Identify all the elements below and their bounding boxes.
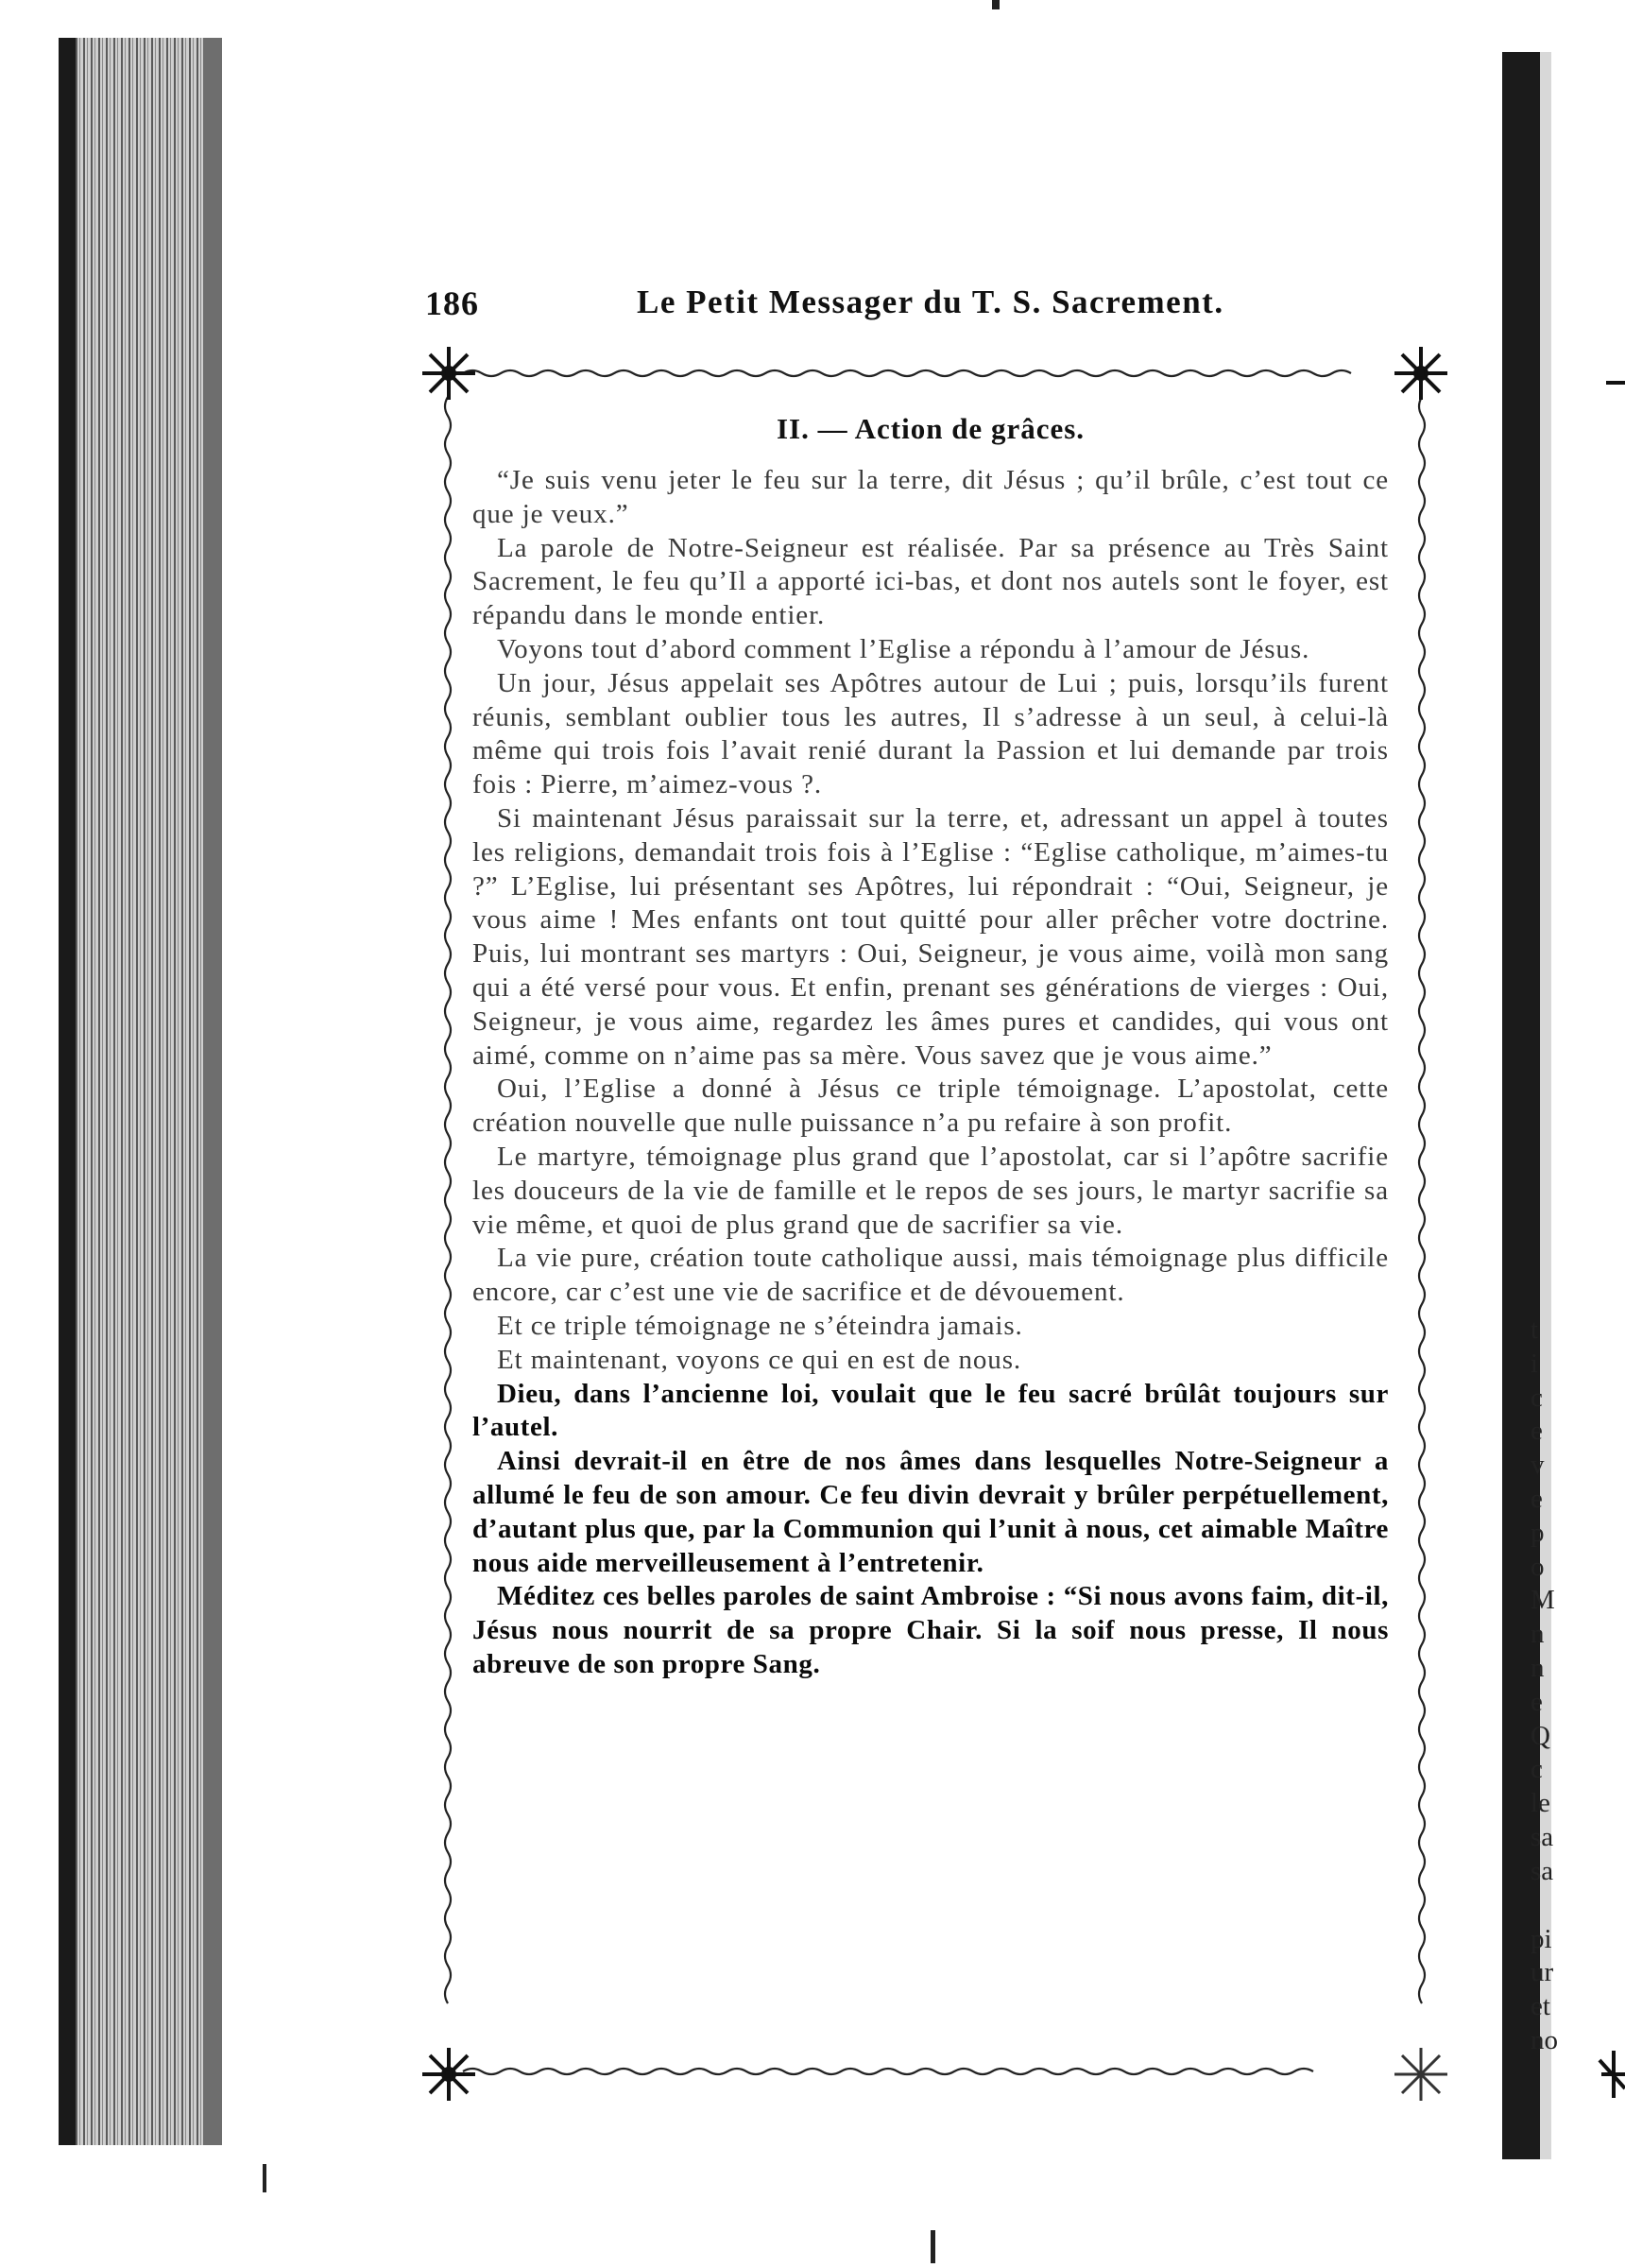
section-heading: II. — Action de grâces. [776, 412, 1086, 445]
fragment-line: t [1531, 1314, 1539, 1345]
fragment-line: c [1531, 1754, 1543, 1785]
fragment-line: c [1531, 1382, 1543, 1413]
corner-ornament-bottom-right [1394, 2048, 1447, 2101]
paragraph: Et maintenant, voyons ce qui en est de nous. [497, 1344, 1022, 1375]
fragment-line: p [1531, 1517, 1545, 1548]
page-header [425, 284, 1257, 331]
corner-ornament-top-right [1394, 347, 1447, 400]
fragment-line: et [1531, 1991, 1550, 2022]
fragment-line: le [1531, 1788, 1550, 1819]
paragraph: Le martyre, témoignage plus grand que l’apostolat, car si l’apôtre sacrifie les douceurs de la vie de famille et le repos de ses jours, le martyr sacrifie sa vie même, et quoi de plus grand que de sacrifier sa vie. [472, 1141, 1389, 1240]
fragment-line: e [1531, 1483, 1543, 1514]
right-page-text-fragments [1531, 1314, 1625, 2058]
fragment-line: no [1531, 2024, 1558, 2055]
fragment-line: pi [1531, 1923, 1552, 1954]
corner-ornament-bottom-left [422, 2048, 475, 2101]
corner-ornament-top-left [422, 347, 475, 400]
running-title: Le Petit Messager du T. S. Sacrement. [637, 284, 1224, 320]
paragraph: Ainsi devrait-il en être de nos âmes dans lesquelles Notre-Seigneur a allumé le feu de son amour. Ce feu divin devrait y brûler perpétuellement, d’autant plus que, par la Communion qui l’unit à nous, cet aimable Maître nous aide merveilleusement à l’entretenir. [472, 1446, 1389, 1578]
paragraph: Dieu, dans l’ancienne loi, voulait que le feu sacré brûlât toujours sur l’autel. [472, 1378, 1389, 1443]
book-page-edges [59, 38, 222, 2145]
paragraph: Voyons tout d’abord comment l’Eglise a répondu à l’amour de Jésus. [497, 633, 1310, 664]
paragraph: La vie pure, création toute catholique aussi, mais témoignage plus difficile encore, car c’est une vie de sacrifice et de dévouement. [472, 1243, 1389, 1308]
fragment-line: M [1531, 1585, 1555, 1616]
fragment-line: i [1531, 1348, 1539, 1379]
paragraph: La parole de Notre-Seigneur est réalisée. Par sa présence au Très Saint Sacrement, le feu qu’Il a apporté ici-bas, et dont nos autels sont le foyer, est répandu dans le monde entier. [472, 532, 1389, 631]
fragment-line: n [1531, 1652, 1545, 1683]
paragraph: Et ce triple témoignage ne s’éteindra jamais. [497, 1310, 1023, 1341]
fragment-line: ur [1531, 1957, 1554, 1988]
fragment-line: Q [1531, 1720, 1550, 1751]
page-number: 186 [425, 284, 479, 322]
fragment-line: e [1531, 1686, 1543, 1717]
fragment-line: o [1531, 1551, 1545, 1582]
fragment-line: sa [1531, 1855, 1554, 1886]
paragraph: Un jour, Jésus appelait ses Apôtres autour de Lui ; puis, lorsqu’ils furent réunis, semblant oublier tous les autres, Il s’adresse à un seul, à celui-là même qui trois fois l’avait renié durant la Passion et lui demande par trois fois : Pierre, m’aimez-vous ?. [472, 667, 1389, 800]
paragraph: Méditez ces belles paroles de saint Ambroise : “Si nous avons faim, dit-il, Jésus nous nourrit de sa propre Chair. Si la soif nous presse, Il nous abreuve de son propre Sang. [472, 1581, 1389, 1679]
paragraph: Si maintenant Jésus paraissait sur la terre, et, adressant un appel à toutes les religions, demandait trois fois à l’Eglise : “Eglise catholique, m’aimes-tu ?” L’Eglise, lui présentant ses Apôtres, lui répondrait : “Oui, Seigneur, je vous aime ! Mes enfants ont tout quitté pour aller prêcher votre doctrine. Puis, lui montrant ses martyrs : Oui, Seigneur, je vous aime, voilà mon sang qui a été versé pour vous. Et enfin, prenant ses générations de vierges : Oui, Seigneur, je vous aime, regardez les âmes pures et candides, qui vous ont aimé, comme on n’aime pas sa mère. Vous savez que je vous aime.” [472, 802, 1389, 1071]
fragment-line: n [1531, 1619, 1545, 1650]
paragraph: “Je suis venu jeter le feu sur la terre, dit Jésus ; qu’il brûle, c’est tout ce que je veux.” [472, 465, 1389, 529]
fragment-line: sa [1531, 1821, 1554, 1852]
fragment-line: v [1531, 1450, 1545, 1481]
fragment-line: e [1531, 1416, 1543, 1447]
paragraph: Oui, l’Eglise a donné à Jésus ce triple témoignage. L’apostolat, cette création nouvelle que nulle puissance n’a pu refaire à son profit. [472, 1074, 1389, 1139]
fragment-gap [1531, 1889, 1625, 1923]
article-body [472, 411, 1389, 1682]
